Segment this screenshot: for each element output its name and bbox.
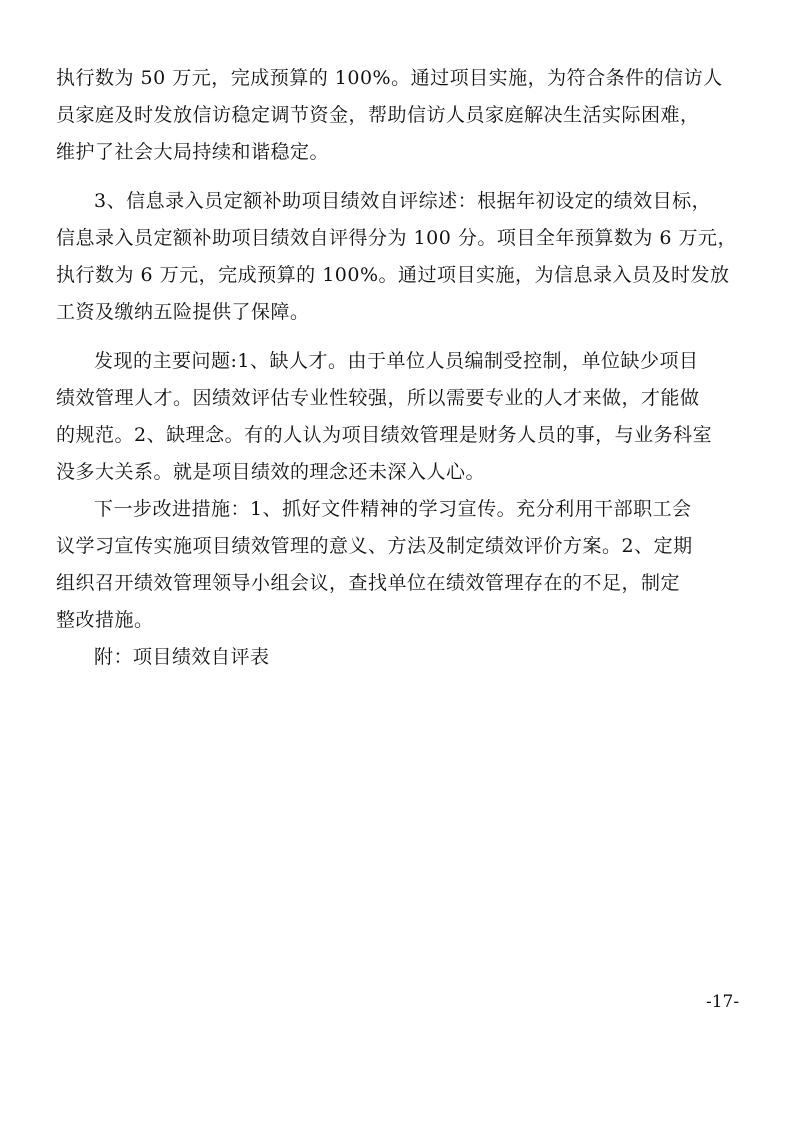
text-line: 执行数为 6 万元，完成预算的 100%。通过项目实施，为信息录入员及时发放 xyxy=(56,264,730,286)
text-line: 没多大关系。就是项目绩效的理念还未深入人心。 xyxy=(56,461,486,483)
paragraph-start-line: 3、信息录入员定额补助项目绩效自评综述：根据年初设定的绩效目标， xyxy=(94,190,712,212)
text-line: 整改措施。 xyxy=(56,609,154,631)
text-line: 维护了社会大局持续和谐稳定。 xyxy=(56,141,330,163)
text-line: 绩效管理人才。因绩效评估专业性较强，所以需要专业的人才来做，才能做 xyxy=(56,387,700,409)
paragraph-start-line: 发现的主要问题:1、缺人才。由于单位人员编制受控制，单位缺少项目 xyxy=(94,350,699,372)
text-line: 信息录入员定额补助项目绩效自评得分为 100 分。项目全年预算数为 6 万元， xyxy=(56,227,738,249)
document-body xyxy=(56,60,742,676)
paragraph-start-line: 下一步改进措施：1、抓好文件精神的学习宣传。充分利用干部职工会 xyxy=(94,498,692,520)
text-line: 组织召开绩效管理领导小组会议，查找单位在绩效管理存在的不足，制定 xyxy=(56,572,681,594)
text-line: 工资及缴纳五险提供了保障。 xyxy=(56,301,310,323)
attachment-note: 附：项目绩效自评表 xyxy=(94,646,270,668)
text-line: 的规范。2、缺理念。有的人认为项目绩效管理是财务人员的事，与业务科室 xyxy=(56,424,713,446)
text-line: 执行数为 50 万元，完成预算的 100%。通过项目实施，为符合条件的信访人 xyxy=(56,67,723,89)
text-line: 员家庭及时发放信访稳定调节资金，帮助信访人员家庭解决生活实际困难， xyxy=(56,104,700,126)
text-line: 议学习宣传实施项目绩效管理的意义、方法及制定绩效评价方案。2、定期 xyxy=(56,535,693,557)
page-number: -17- xyxy=(706,992,740,1012)
